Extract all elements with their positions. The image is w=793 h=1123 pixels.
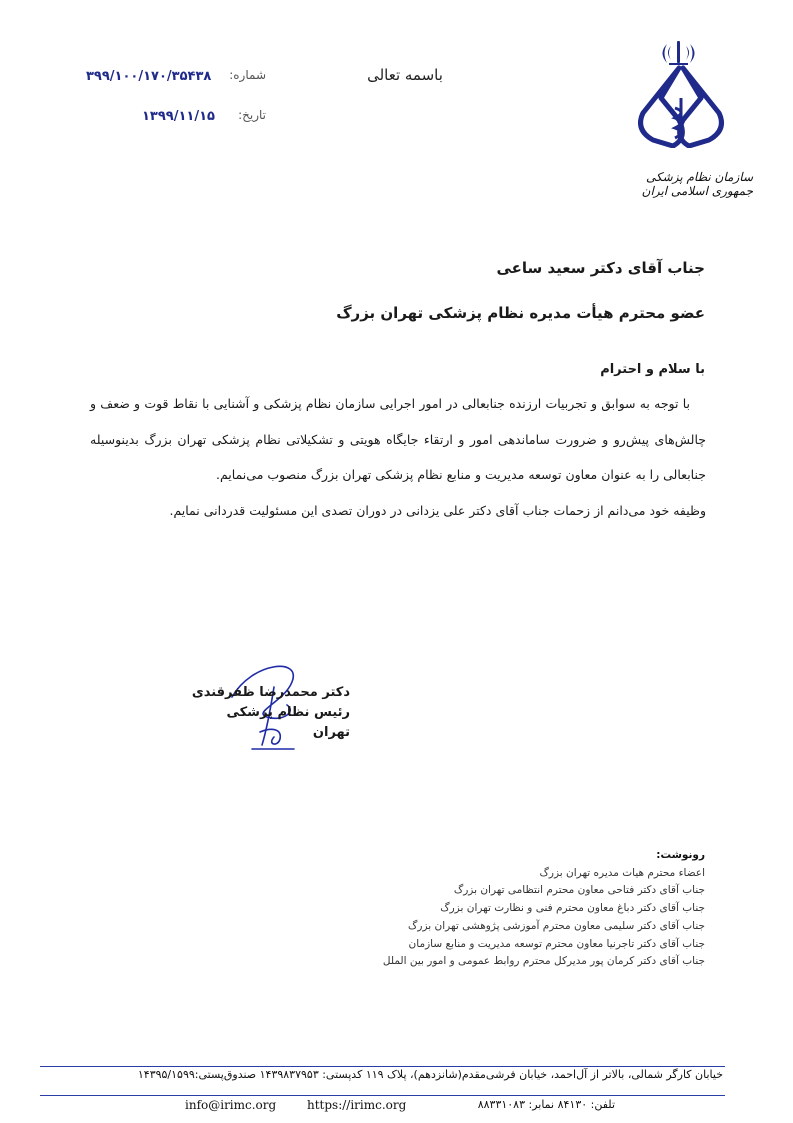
basmala: باسمه تعالی <box>367 66 443 84</box>
cc-list <box>285 847 705 971</box>
body-paragraph-2: وظیفه خود می‌دانم از زحمات جناب آقای دکتر علی یزدانی در دوران تصدی این مسئولیت قدردانی نمایم. <box>169 502 706 518</box>
list-item: جناب آقای دکتر تاجرنیا معاون محترم توسعه مدیریت و منابع سازمان <box>408 937 705 950</box>
website-link[interactable]: https://irimc.org <box>307 1098 407 1112</box>
recipient-block <box>145 246 705 336</box>
footer-phones: تلفن: ۸۴۱۳۰ نمابر: ۸۸۳۳۱۰۸۳ <box>477 1098 615 1111</box>
footer-address: خیابان کارگر شمالی، بالاتر از آل‌احمد، خیابان فرشی‌مقدم(شانزدهم)، پلاک ۱۱۹ کدپستی: ۱۴۳۹۸۳۷۹۵۳ صندوق‌پستی:۱۴۳۹۵/۱۵۹۹ <box>137 1068 723 1081</box>
letter-date-row <box>86 108 266 128</box>
list-item: اعضاء محترم هیات مدیره تهران بزرگ <box>539 866 705 879</box>
greeting: با سلام و احترام <box>600 362 705 377</box>
list-item: جناب آقای دکتر فتاحی معاون محترم انتظامی تهران بزرگ <box>453 884 705 897</box>
letter-number-label: شماره: <box>229 68 266 82</box>
letter-number-row <box>86 68 266 88</box>
list-item: جناب آقای دکتر سلیمی معاون محترم آموزشی پژوهشی تهران بزرگ <box>408 919 705 932</box>
letter-body <box>90 386 706 528</box>
signatory-name: دکتر محمدرضا ظفرقندی <box>191 685 350 700</box>
letter-date-label: تاریخ: <box>238 108 266 122</box>
recipient-name: جناب آقای دکتر سعید ساعی <box>496 259 705 277</box>
footer-divider-top <box>40 1066 725 1067</box>
irimc-logo <box>613 38 748 148</box>
cc-title: رونوشت: <box>656 849 705 861</box>
iran-emblem-icon <box>663 41 695 65</box>
letter-date-value: ۱۳۹۹/۱۱/۱۵ <box>142 109 215 124</box>
signatory-block <box>190 683 350 743</box>
email-link[interactable]: info@irimc.org <box>185 1098 277 1112</box>
org-name: سازمان نظام پزشکی جمهوری اسلامی ایران <box>641 170 753 198</box>
list-item: جناب آقای دکتر کرمان پور مدیرکل محترم روابط عمومی و امور بین الملل <box>382 955 705 968</box>
body-paragraph-1: با توجه به سوابق و تجربیات ارزنده جنابعالی در امور اجرایی سازمان نظام پزشکی و آشنایی با نقاط قوت و ضعف و چالش‌های پیش‌رو و ضرورت ساماندهی امور و ارتقاء جایگاه هویتی و تشکیلاتی نظام پزشکی تهران بزرگ بدینوسیله جنابعالی را به عنوان معاون توسعه مدیریت و منابع نظام پزشکی تهران بزرگ منصوب می‌نمایم. <box>90 396 706 482</box>
letter-number-value: ۳۹۹/۱۰۰/۱۷۰/۳۵۴۳۸ <box>86 69 212 84</box>
recipient-position: عضو محترم هیأت مدیره نظام پزشکی تهران بزرگ <box>336 304 705 322</box>
footer-divider-bottom <box>40 1095 725 1096</box>
list-item: جناب آقای دکتر دباغ معاون محترم فنی و نظارت تهران بزرگ <box>440 902 705 915</box>
footer-contact <box>185 1098 615 1116</box>
signatory-title: رئیس نظام پزشکی تهران <box>226 705 350 740</box>
